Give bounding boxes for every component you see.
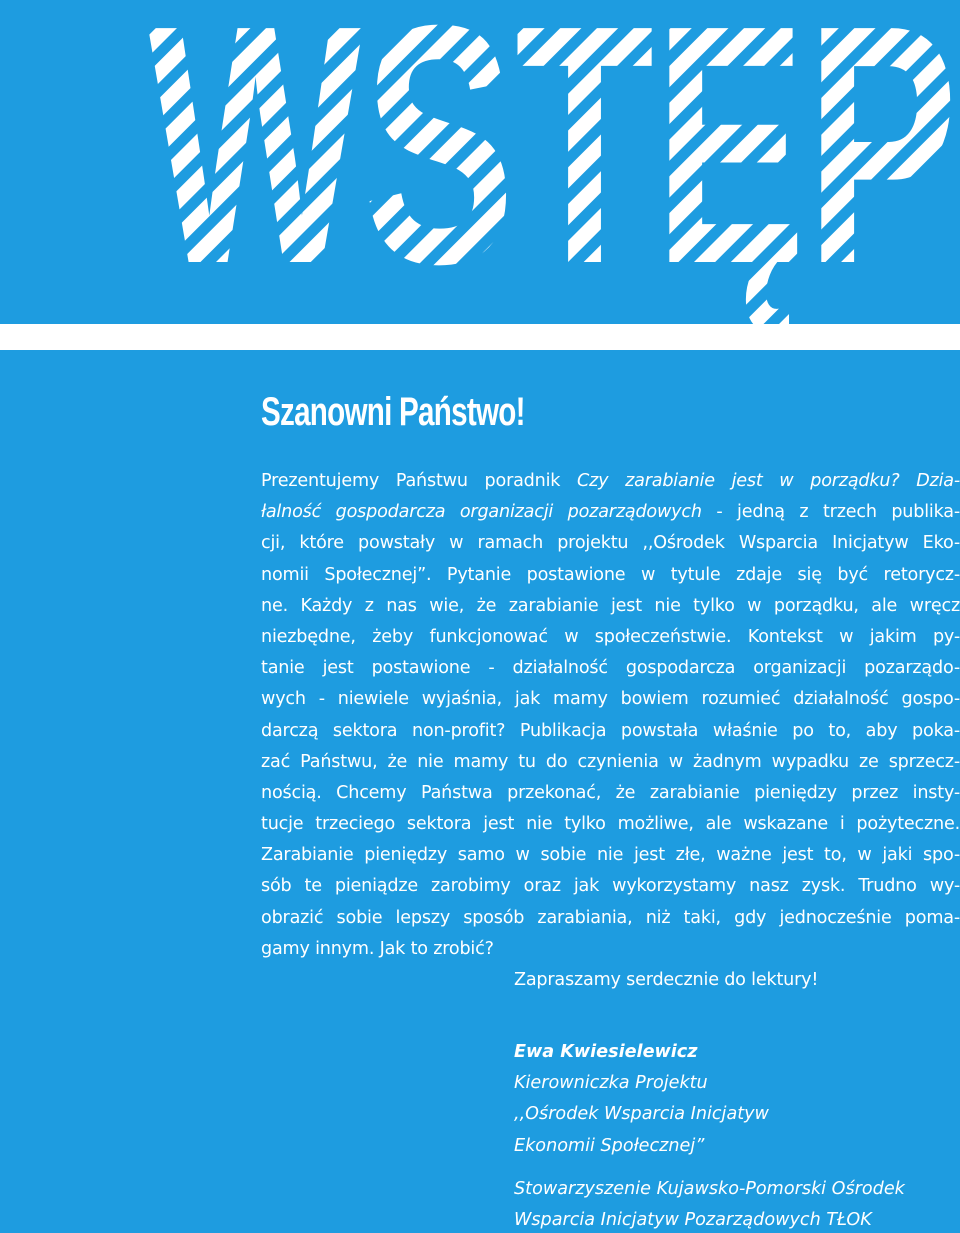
letter-body-line: [261, 840, 960, 871]
letter-body: [261, 466, 960, 996]
letter-body-line: [261, 497, 960, 528]
letter-body-line: [261, 809, 960, 840]
letter-body-line: [261, 466, 960, 497]
letter-body-line: [261, 903, 960, 934]
header-title-wordmark: [0, 0, 960, 330]
letter-body-line: [261, 528, 960, 559]
letter-body-line: [261, 778, 960, 809]
letter-body-line: [261, 934, 960, 965]
letter-body-text: obrazić sobie lepszy sposób zarabiania, niż taki, gdy jednocześnie poma-: [261, 907, 960, 928]
signature-block: [514, 1037, 905, 1233]
letter-body-text: ne. Każdy z nas wie, że zarabianie jest nie tylko w porządku, ale wręcz: [261, 595, 960, 616]
letter-body-text: nomii Społecznej”. Pytanie postawione w tytule zdaje się być retorycz-: [261, 564, 960, 585]
letter-greeting: Szanowni Państwo!: [261, 390, 525, 434]
letter-body-text: - jedną z trzech publika-: [701, 502, 960, 523]
signature-name: Ewa Kwiesielewicz: [514, 1042, 698, 1062]
signature-spacer: [514, 1162, 905, 1174]
signature-role: Kierowniczka Projektu: [514, 1073, 708, 1094]
letter-body-text: gamy innym. Jak to zrobić?: [261, 938, 494, 959]
letter-body-text: zać Państwu, że nie mamy tu do czynienia w żadnym wypadku ze sprzecz-: [261, 751, 960, 772]
signature-project-line-1: ,,Ośrodek Wsparcia Inicjatyw: [514, 1104, 769, 1125]
letter-body-text: sób te pieniądze zarobimy oraz jak wykorzystamy nasz zysk. Trudno wy-: [261, 876, 960, 897]
letter-body-line: [261, 716, 960, 747]
signature-project-line-2: Ekonomii Społecznej”: [514, 1135, 705, 1156]
letter-body-text: Zarabianie pieniędzy samo w sobie nie jest złe, ważne jest to, w jaki spo-: [261, 845, 960, 866]
header-divider: [0, 324, 960, 350]
letter-body-text: cji, które powstały w ramach projektu ,,Ośrodek Wsparcia Inicjatyw Eko-: [261, 533, 960, 554]
letter-body-text: nością. Chcemy Państwa przekonać, że zarabianie pieniędzy przez insty-: [261, 782, 960, 803]
letter-body-text: Prezentujemy Państwu poradnik: [261, 471, 578, 491]
letter-body-text: wych - niewiele wyjaśnia, jak mamy bowiem rozumieć działalność gospo-: [261, 689, 960, 710]
letter-body-italic-text: Czy zarabianie jest w porządku? Dzia-: [577, 471, 960, 491]
signature-organization-line-2: Wsparcia Inicjatyw Pozarządowych TŁOK: [514, 1210, 872, 1231]
letter-body-line: [261, 871, 960, 902]
letter-body-line: [261, 591, 960, 622]
letter-body-line: [261, 622, 960, 653]
letter-body-italic-text: łalność gospodarcza organizacji pozarządowych: [261, 502, 702, 523]
signature-organization-line-1: Stowarzyszenie Kujawsko-Pomorski Ośrodek: [514, 1178, 905, 1199]
letter-body-line: [261, 747, 960, 778]
letter-body-line: [261, 653, 960, 684]
letter-body-line: [261, 560, 960, 591]
letter-body-text: tucje trzeciego sektora jest nie tylko możliwe, ale wskazane i pożyteczne.: [261, 814, 960, 835]
letter-body-text: niezbędne, żeby funkcjonować w społeczeństwie. Kontekst w jakim py-: [261, 626, 960, 647]
letter-body-text: tanie jest postawione - działalność gospodarcza organizacji pozarządo-: [261, 658, 960, 679]
letter-closing: Zapraszamy serdecznie do lektury!: [514, 970, 819, 990]
letter-body-line: [261, 684, 960, 715]
letter-body-text: darczą sektora non-profit? Publikacja powstała właśnie po to, aby poka-: [261, 720, 960, 741]
